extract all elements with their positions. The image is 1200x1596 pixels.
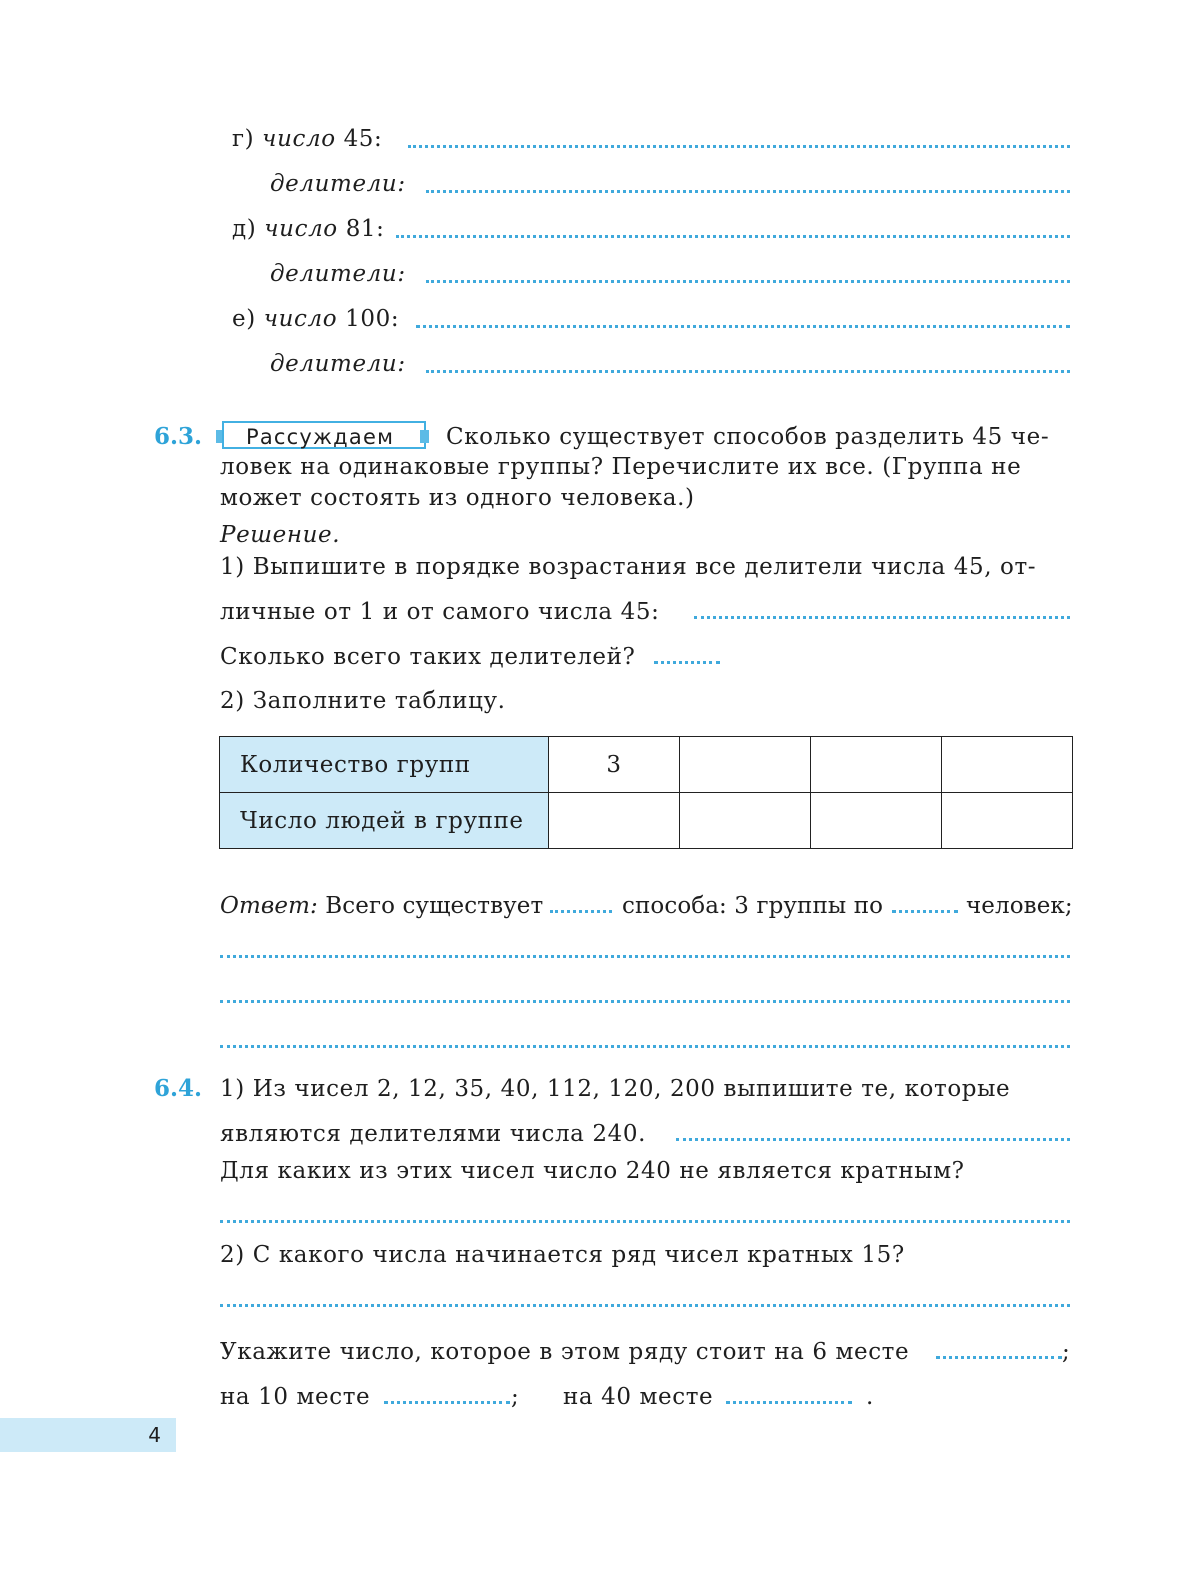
table-cell[interactable] [942,793,1073,849]
task-text: на 40 месте [563,1384,714,1410]
answer-blank[interactable] [892,910,958,913]
answer-blank[interactable] [384,1401,510,1404]
task-text: может состоять из одного человека.) [220,485,695,511]
answer-text: человек; [966,893,1073,919]
badge-marker-right [420,430,429,443]
punctuation: ; [511,1384,520,1410]
table-row [220,793,1073,849]
table-cell[interactable] [680,793,811,849]
table-cell[interactable] [549,793,680,849]
answer-line[interactable] [396,235,1070,238]
answer-line[interactable] [220,1045,1070,1048]
punctuation: . [866,1384,874,1410]
task-text: Укажите число, которое в этом ряду стоит на 6 месте [220,1339,910,1365]
answer-line[interactable] [426,190,1070,193]
divisors-label: делители: [270,351,406,377]
question-text: Сколько всего таких делителей? [220,644,636,670]
task-text: Для каких из этих чисел число 240 не является кратным? [220,1158,965,1184]
task-text: 2) С какого числа начинается ряд чисел кратных 15? [220,1242,905,1268]
table-header-cell: Число людей в группе [220,793,549,849]
table-header-cell: Количество групп [220,737,549,793]
task-text: являются делителями числа 240. [220,1121,646,1147]
groups-table [219,736,1073,849]
table-cell[interactable] [680,737,811,793]
answer-line[interactable] [426,370,1070,373]
task-text: Сколько существует способов разделить 45 че- [446,424,1050,450]
table-cell[interactable] [811,737,942,793]
table-row [220,737,1073,793]
answer-label: Ответ: [220,893,318,919]
answer-line[interactable] [220,1220,1070,1223]
answer-line[interactable] [676,1138,1070,1141]
answer-line[interactable] [694,616,1070,619]
table-cell[interactable]: 3 [549,737,680,793]
answer-line-text: Ответ: Всего существует [220,893,544,919]
answer-line[interactable] [220,955,1070,958]
page-number: 4 [0,1418,176,1452]
answer-line[interactable] [426,280,1070,283]
divisors-label: делители: [270,171,406,197]
task-text: ловек на одинаковые группы? Перечислите их все. (Группа не [220,454,1022,480]
item-e-label: е) число 100: [232,306,400,332]
answer-line[interactable] [408,145,1070,148]
answer-line[interactable] [220,1304,1070,1307]
answer-text: способа: 3 группы по [622,893,884,919]
answer-line[interactable] [220,1000,1070,1003]
reasoning-badge: Рассуждаем [222,421,426,449]
step-text: личные от 1 и от самого числа 45: [220,599,660,625]
step-text: 1) Выпишите в порядке возрастания все делители числа 45, от- [220,554,1037,580]
table-cell[interactable] [942,737,1073,793]
item-g-label: г) число 45: [232,126,383,152]
answer-line[interactable] [416,325,1070,328]
punctuation: ; [1062,1339,1071,1365]
answer-blank[interactable] [936,1356,1062,1359]
task-number: 6.3. [154,423,203,450]
solution-label: Решение. [220,522,341,548]
task-text: 1) Из чисел 2, 12, 35, 40, 112, 120, 200 выпишите те, которые [220,1076,1011,1102]
divisors-label: делители: [270,261,406,287]
task-text: на 10 месте [220,1384,371,1410]
answer-blank[interactable] [654,661,720,664]
task-number: 6.4. [154,1075,203,1102]
step-text: 2) Заполните таблицу. [220,688,506,714]
item-d-label: д) число 81: [232,216,385,242]
answer-blank[interactable] [550,910,612,913]
answer-blank[interactable] [726,1401,852,1404]
table-cell[interactable] [811,793,942,849]
